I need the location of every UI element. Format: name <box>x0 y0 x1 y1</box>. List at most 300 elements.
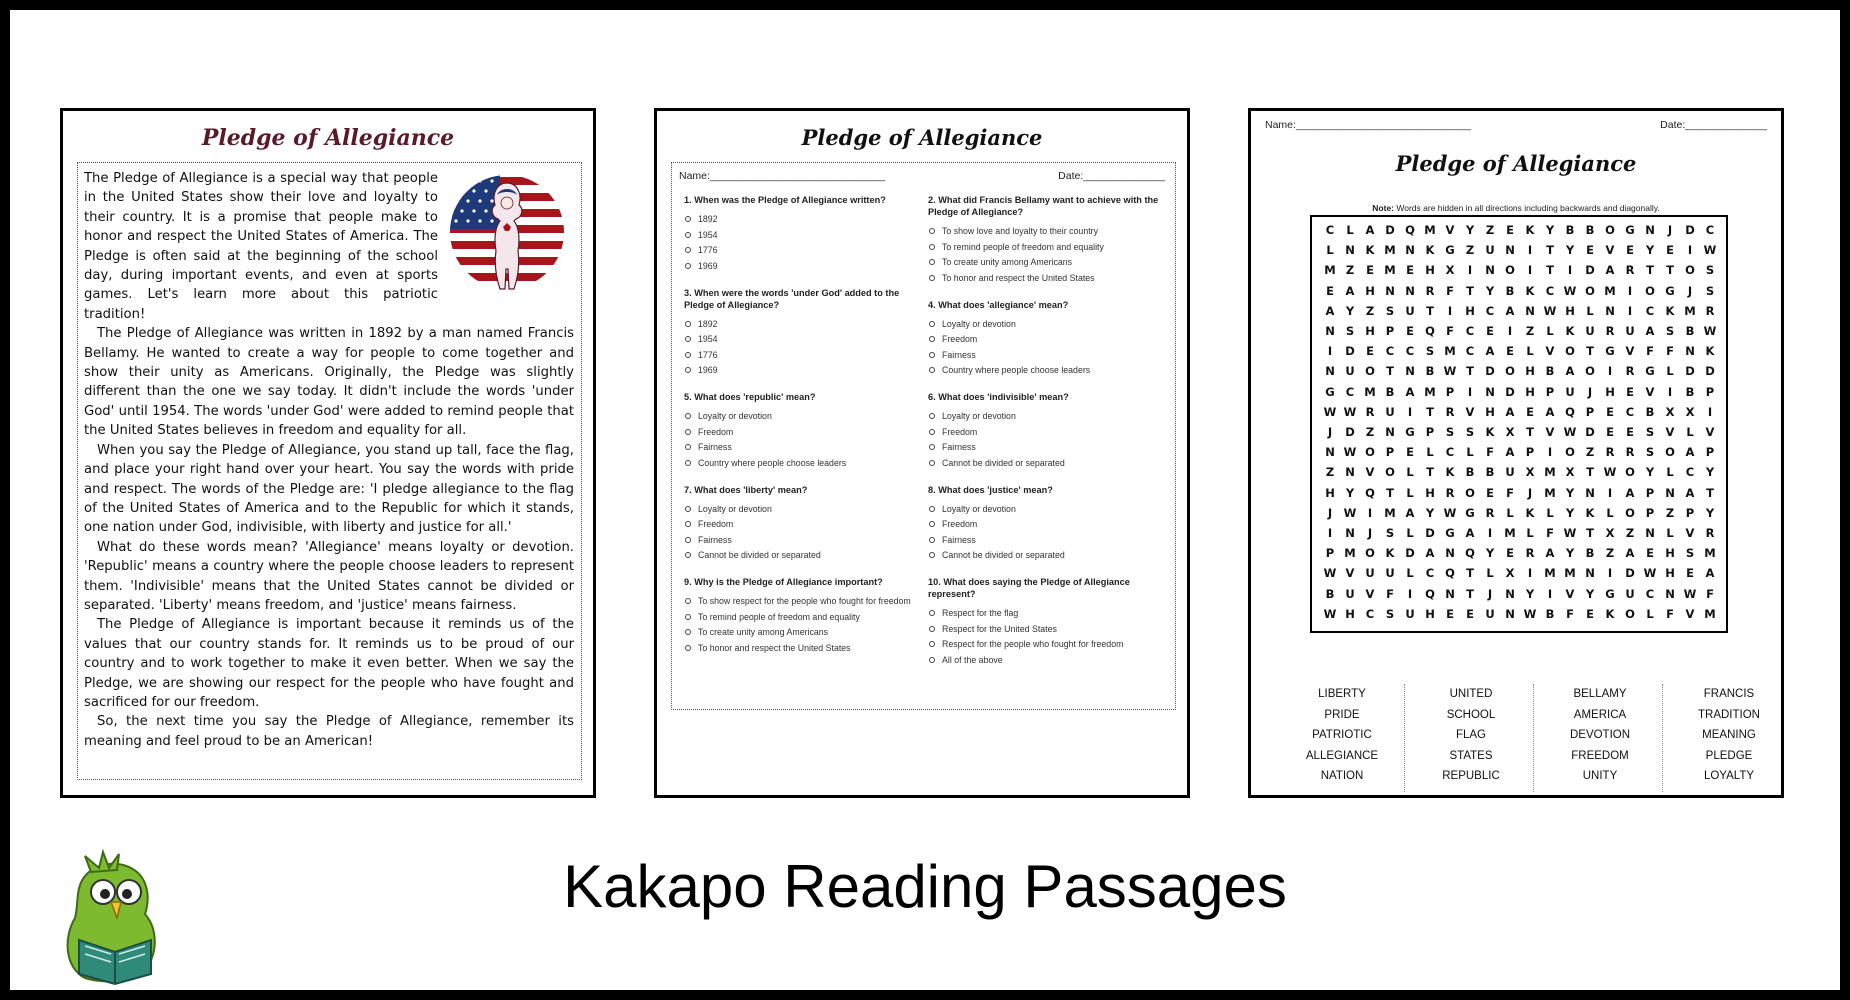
grid-letter[interactable]: B <box>1565 223 1575 237</box>
grid-letter[interactable]: T <box>1466 566 1474 581</box>
answer-option[interactable]: Fairness <box>928 534 1160 546</box>
grid-letter[interactable]: I <box>1707 404 1713 419</box>
grid-letter[interactable]: Y <box>1565 243 1575 258</box>
grid-letter[interactable]: L <box>1546 324 1554 338</box>
grid-letter[interactable]: V <box>1605 243 1615 258</box>
grid-letter[interactable]: A <box>1405 505 1415 520</box>
grid-letter[interactable]: M <box>1504 526 1516 540</box>
grid-letter[interactable]: Y <box>1525 586 1535 601</box>
grid-letter[interactable]: M <box>1424 384 1436 399</box>
grid-letter[interactable]: R <box>1625 445 1635 460</box>
grid-letter[interactable]: I <box>1607 364 1613 379</box>
grid-letter[interactable]: R <box>1605 324 1615 338</box>
grid-letter[interactable]: B <box>1385 384 1395 399</box>
answer-option[interactable]: To remind people of freedom and equality <box>684 611 916 623</box>
grid-letter[interactable]: C <box>1645 586 1655 601</box>
grid-letter[interactable]: N <box>1505 606 1515 621</box>
grid-letter[interactable]: P <box>1425 425 1435 439</box>
grid-letter[interactable]: O <box>1365 364 1375 379</box>
grid-letter[interactable]: I <box>1467 384 1473 399</box>
grid-letter[interactable]: X <box>1565 465 1575 480</box>
grid-letter[interactable]: S <box>1425 344 1435 359</box>
grid-letter[interactable]: K <box>1425 243 1435 258</box>
grid-letter[interactable]: V <box>1625 344 1635 359</box>
grid-letter[interactable]: Z <box>1605 546 1615 561</box>
grid-letter[interactable]: L <box>1346 223 1354 237</box>
grid-letter[interactable]: P <box>1325 546 1335 561</box>
grid-letter[interactable]: D <box>1505 384 1515 399</box>
grid-letter[interactable]: J <box>1367 526 1373 540</box>
grid-letter[interactable]: U <box>1485 243 1495 258</box>
grid-letter[interactable]: B <box>1485 465 1495 480</box>
grid-letter[interactable]: Q <box>1425 324 1435 338</box>
grid-letter[interactable]: K <box>1665 303 1675 318</box>
grid-letter[interactable]: O <box>1365 546 1375 561</box>
grid-letter[interactable]: E <box>1406 445 1414 460</box>
grid-letter[interactable]: V <box>1365 465 1375 480</box>
grid-letter[interactable]: B <box>1425 364 1435 379</box>
answer-option[interactable]: 1776 <box>684 349 916 361</box>
grid-letter[interactable]: D <box>1685 364 1695 379</box>
grid-letter[interactable]: O <box>1625 606 1635 621</box>
grid-letter[interactable]: A <box>1705 566 1715 581</box>
grid-letter[interactable]: D <box>1585 425 1595 439</box>
grid-letter[interactable]: L <box>1666 465 1674 480</box>
grid-letter[interactable]: E <box>1486 324 1494 338</box>
grid-letter[interactable]: I <box>1407 404 1413 419</box>
grid-letter[interactable]: U <box>1385 566 1395 581</box>
answer-option[interactable]: All of the above <box>928 654 1160 666</box>
grid-letter[interactable]: H <box>1365 283 1375 298</box>
grid-letter[interactable]: D <box>1585 263 1595 278</box>
grid-letter[interactable]: N <box>1485 384 1495 399</box>
grid-letter[interactable]: N <box>1345 526 1355 540</box>
grid-letter[interactable]: E <box>1686 566 1694 581</box>
answer-option[interactable]: Fairness <box>684 534 916 546</box>
grid-letter[interactable]: E <box>1606 404 1614 419</box>
grid-letter[interactable]: H <box>1665 546 1675 561</box>
grid-letter[interactable]: I <box>1627 283 1633 298</box>
grid-letter[interactable]: L <box>1666 364 1674 379</box>
grid-letter[interactable]: D <box>1385 223 1395 237</box>
grid-letter[interactable]: Y <box>1545 223 1555 237</box>
grid-letter[interactable]: L <box>1526 344 1534 359</box>
grid-letter[interactable]: I <box>1567 263 1573 278</box>
grid-letter[interactable]: Z <box>1485 223 1495 237</box>
grid-letter[interactable]: G <box>1445 243 1455 258</box>
grid-letter[interactable]: A <box>1325 303 1335 318</box>
grid-letter[interactable]: V <box>1565 586 1575 601</box>
grid-letter[interactable]: K <box>1565 324 1575 338</box>
answer-option[interactable]: Freedom <box>928 333 1160 345</box>
grid-letter[interactable]: A <box>1685 485 1695 500</box>
grid-letter[interactable]: H <box>1325 485 1335 500</box>
grid-letter[interactable]: F <box>1486 445 1494 460</box>
grid-letter[interactable]: U <box>1485 606 1495 621</box>
grid-letter[interactable]: Z <box>1365 303 1375 318</box>
grid-letter[interactable]: T <box>1646 263 1654 278</box>
grid-letter[interactable]: T <box>1426 303 1434 318</box>
grid-letter[interactable]: N <box>1585 566 1595 581</box>
answer-option[interactable]: Cannot be divided or separated <box>928 457 1160 469</box>
grid-letter[interactable]: S <box>1705 283 1715 298</box>
answer-option[interactable]: To honor and respect the United States <box>928 272 1160 284</box>
grid-letter[interactable]: I <box>1527 243 1533 258</box>
answer-option[interactable]: 1969 <box>684 260 916 272</box>
grid-letter[interactable]: I <box>1367 505 1373 520</box>
grid-letter[interactable]: M <box>1324 263 1336 278</box>
grid-letter[interactable]: I <box>1667 384 1673 399</box>
grid-letter[interactable]: E <box>1446 606 1454 621</box>
answer-option[interactable]: Freedom <box>928 426 1160 438</box>
grid-letter[interactable]: C <box>1485 303 1495 318</box>
grid-letter[interactable]: I <box>1547 445 1553 460</box>
grid-letter[interactable]: Y <box>1345 303 1355 318</box>
grid-letter[interactable]: T <box>1706 485 1714 500</box>
grid-letter[interactable]: R <box>1705 303 1715 318</box>
grid-letter[interactable]: H <box>1365 324 1375 338</box>
grid-letter[interactable]: I <box>1327 526 1333 540</box>
grid-letter[interactable]: Q <box>1565 404 1575 419</box>
answer-option[interactable]: Freedom <box>928 518 1160 530</box>
grid-letter[interactable]: U <box>1385 404 1395 419</box>
grid-letter[interactable]: Y <box>1585 586 1595 601</box>
grid-letter[interactable]: M <box>1604 283 1616 298</box>
grid-letter[interactable]: L <box>1666 526 1674 540</box>
grid-letter[interactable]: F <box>1506 485 1514 500</box>
grid-letter[interactable]: F <box>1446 324 1454 338</box>
grid-letter[interactable]: I <box>1507 324 1513 338</box>
answer-option[interactable]: 1954 <box>684 229 916 241</box>
grid-letter[interactable]: C <box>1645 303 1655 318</box>
grid-letter[interactable]: N <box>1645 223 1655 237</box>
grid-letter[interactable]: W <box>1543 303 1557 318</box>
grid-letter[interactable]: X <box>1445 263 1455 278</box>
grid-letter[interactable]: C <box>1425 566 1435 581</box>
grid-letter[interactable]: W <box>1343 404 1357 419</box>
grid-letter[interactable]: A <box>1545 404 1555 419</box>
grid-letter[interactable]: P <box>1705 384 1715 399</box>
grid-letter[interactable]: L <box>1466 445 1474 460</box>
grid-letter[interactable]: Z <box>1665 505 1675 520</box>
grid-letter[interactable]: L <box>1486 566 1494 581</box>
answer-option[interactable]: Fairness <box>928 441 1160 453</box>
grid-letter[interactable]: T <box>1546 263 1554 278</box>
grid-letter[interactable]: Q <box>1465 546 1475 561</box>
grid-letter[interactable]: N <box>1585 485 1595 500</box>
grid-letter[interactable]: X <box>1665 404 1675 419</box>
grid-letter[interactable]: A <box>1505 303 1515 318</box>
grid-letter[interactable]: T <box>1466 364 1474 379</box>
grid-letter[interactable]: S <box>1385 606 1395 621</box>
answer-option[interactable]: Loyalty or devotion <box>928 503 1160 515</box>
grid-letter[interactable]: N <box>1345 243 1355 258</box>
grid-letter[interactable]: D <box>1685 223 1695 237</box>
grid-letter[interactable]: M <box>1384 263 1396 278</box>
grid-letter[interactable]: I <box>1607 566 1613 581</box>
grid-letter[interactable]: K <box>1385 546 1395 561</box>
grid-letter[interactable]: C <box>1545 283 1555 298</box>
answer-option[interactable]: Respect for the United States <box>928 623 1160 635</box>
answer-option[interactable]: Fairness <box>684 441 916 453</box>
grid-letter[interactable]: J <box>1687 283 1693 298</box>
grid-letter[interactable]: N <box>1405 243 1415 258</box>
grid-letter[interactable]: M <box>1424 223 1436 237</box>
grid-letter[interactable]: L <box>1686 425 1694 439</box>
grid-letter[interactable]: H <box>1425 606 1435 621</box>
grid-letter[interactable]: Y <box>1705 505 1715 520</box>
grid-letter[interactable]: Q <box>1445 566 1455 581</box>
grid-letter[interactable]: W <box>1323 606 1337 621</box>
grid-letter[interactable]: O <box>1565 445 1575 460</box>
grid-letter[interactable]: M <box>1544 566 1556 581</box>
grid-letter[interactable]: V <box>1645 384 1655 399</box>
answer-option[interactable]: To remind people of freedom and equality <box>928 241 1160 253</box>
answer-option[interactable]: To create unity among Americans <box>928 256 1160 268</box>
grid-letter[interactable]: E <box>1366 263 1374 278</box>
answer-option[interactable]: Loyalty or devotion <box>684 503 916 515</box>
grid-letter[interactable]: L <box>1546 505 1554 520</box>
grid-letter[interactable]: I <box>1467 263 1473 278</box>
grid-letter[interactable]: K <box>1485 425 1495 439</box>
grid-letter[interactable]: N <box>1385 425 1395 439</box>
grid-letter[interactable]: S <box>1345 324 1355 338</box>
grid-letter[interactable]: O <box>1605 223 1615 237</box>
grid-letter[interactable]: T <box>1546 243 1554 258</box>
grid-letter[interactable]: W <box>1443 364 1457 379</box>
grid-letter[interactable]: N <box>1525 303 1535 318</box>
grid-letter[interactable]: C <box>1385 344 1395 359</box>
grid-letter[interactable]: Z <box>1325 465 1335 480</box>
grid-letter[interactable]: P <box>1385 324 1395 338</box>
grid-letter[interactable]: S <box>1445 425 1455 439</box>
grid-letter[interactable]: P <box>1705 445 1715 460</box>
grid-letter[interactable]: V <box>1705 425 1715 439</box>
grid-letter[interactable]: F <box>1446 283 1454 298</box>
grid-letter[interactable]: O <box>1585 364 1595 379</box>
grid-letter[interactable]: M <box>1564 566 1576 581</box>
grid-letter[interactable]: J <box>1587 384 1593 399</box>
grid-letter[interactable]: C <box>1685 465 1695 480</box>
grid-letter[interactable]: L <box>1426 445 1434 460</box>
grid-letter[interactable]: S <box>1645 425 1655 439</box>
grid-letter[interactable]: A <box>1545 546 1555 561</box>
grid-letter[interactable]: N <box>1345 465 1355 480</box>
grid-letter[interactable]: M <box>1444 344 1456 359</box>
grid-letter[interactable]: C <box>1445 445 1455 460</box>
grid-letter[interactable]: A <box>1565 364 1575 379</box>
grid-letter[interactable]: N <box>1485 263 1495 278</box>
grid-letter[interactable]: R <box>1525 546 1535 561</box>
grid-letter[interactable]: D <box>1405 546 1415 561</box>
grid-letter[interactable]: J <box>1487 586 1493 601</box>
grid-letter[interactable]: E <box>1586 243 1594 258</box>
grid-letter[interactable]: W <box>1343 505 1357 520</box>
grid-letter[interactable]: W <box>1323 566 1337 581</box>
grid-letter[interactable]: U <box>1405 606 1415 621</box>
grid-letter[interactable]: O <box>1625 505 1635 520</box>
grid-letter[interactable]: R <box>1625 364 1635 379</box>
answer-option[interactable]: Freedom <box>684 518 916 530</box>
grid-letter[interactable]: N <box>1325 364 1335 379</box>
grid-letter[interactable]: Z <box>1625 526 1635 540</box>
grid-letter[interactable]: K <box>1585 505 1595 520</box>
grid-letter[interactable]: B <box>1545 606 1555 621</box>
grid-letter[interactable]: S <box>1385 526 1395 540</box>
grid-letter[interactable]: S <box>1665 324 1675 338</box>
grid-letter[interactable]: Z <box>1365 425 1375 439</box>
grid-letter[interactable]: O <box>1625 465 1635 480</box>
grid-letter[interactable]: W <box>1703 243 1717 258</box>
answer-option[interactable]: Cannot be divided or separated <box>928 549 1160 561</box>
grid-letter[interactable]: Y <box>1465 223 1475 237</box>
grid-letter[interactable]: Y <box>1425 505 1435 520</box>
grid-letter[interactable]: P <box>1385 445 1395 460</box>
grid-letter[interactable]: B <box>1645 404 1655 419</box>
grid-letter[interactable]: D <box>1345 425 1355 439</box>
grid-letter[interactable]: N <box>1445 586 1455 601</box>
grid-letter[interactable]: T <box>1386 364 1394 379</box>
grid-letter[interactable]: B <box>1685 324 1695 338</box>
grid-letter[interactable]: I <box>1487 526 1493 540</box>
grid-letter[interactable]: G <box>1465 505 1475 520</box>
grid-letter[interactable]: I <box>1547 586 1553 601</box>
grid-letter[interactable]: W <box>1683 586 1697 601</box>
grid-letter[interactable]: P <box>1585 404 1595 419</box>
answer-option[interactable]: 1892 <box>684 213 916 225</box>
grid-letter[interactable]: H <box>1425 263 1435 278</box>
grid-letter[interactable]: A <box>1625 485 1635 500</box>
grid-letter[interactable]: C <box>1465 344 1475 359</box>
grid-letter[interactable]: Q <box>1365 485 1375 500</box>
grid-letter[interactable]: B <box>1325 586 1335 601</box>
grid-letter[interactable]: T <box>1426 404 1434 419</box>
grid-letter[interactable]: I <box>1687 243 1693 258</box>
grid-letter[interactable]: L <box>1326 243 1334 258</box>
grid-letter[interactable]: Z <box>1345 263 1355 278</box>
grid-letter[interactable]: N <box>1405 283 1415 298</box>
grid-letter[interactable]: V <box>1445 223 1455 237</box>
grid-letter[interactable]: B <box>1685 384 1695 399</box>
grid-letter[interactable]: W <box>1603 465 1617 480</box>
grid-letter[interactable]: C <box>1325 223 1335 237</box>
grid-letter[interactable]: N <box>1665 586 1675 601</box>
grid-letter[interactable]: G <box>1445 526 1455 540</box>
grid-letter[interactable]: H <box>1665 566 1675 581</box>
grid-letter[interactable]: G <box>1645 364 1655 379</box>
answer-option[interactable]: To create unity among Americans <box>684 626 916 638</box>
grid-letter[interactable]: E <box>1666 243 1674 258</box>
grid-letter[interactable]: A <box>1645 324 1655 338</box>
grid-letter[interactable]: V <box>1345 566 1355 581</box>
grid-letter[interactable]: U <box>1345 586 1355 601</box>
answer-option[interactable]: 1969 <box>684 364 916 376</box>
grid-letter[interactable]: N <box>1325 324 1335 338</box>
answer-option[interactable]: Loyalty or devotion <box>684 410 916 422</box>
grid-letter[interactable]: S <box>1645 445 1655 460</box>
grid-letter[interactable]: R <box>1425 283 1435 298</box>
grid-letter[interactable]: I <box>1627 303 1633 318</box>
grid-letter[interactable]: A <box>1365 223 1375 237</box>
grid-letter[interactable]: M <box>1344 546 1356 561</box>
grid-letter[interactable]: G <box>1605 344 1615 359</box>
grid-letter[interactable]: A <box>1485 344 1495 359</box>
grid-letter[interactable]: V <box>1365 586 1375 601</box>
grid-letter[interactable]: U <box>1625 586 1635 601</box>
grid-letter[interactable]: H <box>1345 606 1355 621</box>
grid-letter[interactable]: N <box>1325 445 1335 460</box>
grid-letter[interactable]: O <box>1465 485 1475 500</box>
grid-letter[interactable]: M <box>1544 465 1556 480</box>
grid-letter[interactable]: I <box>1407 586 1413 601</box>
grid-letter[interactable]: Z <box>1525 324 1535 338</box>
grid-letter[interactable]: Y <box>1565 505 1575 520</box>
grid-letter[interactable]: F <box>1566 606 1574 621</box>
grid-letter[interactable]: T <box>1586 465 1594 480</box>
grid-letter[interactable]: G <box>1325 384 1335 399</box>
grid-letter[interactable]: F <box>1546 526 1554 540</box>
grid-letter[interactable]: T <box>1426 465 1434 480</box>
grid-letter[interactable]: D <box>1625 566 1635 581</box>
grid-letter[interactable]: L <box>1406 526 1414 540</box>
answer-option[interactable]: Fairness <box>928 349 1160 361</box>
grid-letter[interactable]: E <box>1586 606 1594 621</box>
grid-letter[interactable]: A <box>1345 283 1355 298</box>
answer-option[interactable]: To show respect for the people who fought for freedom <box>684 595 916 607</box>
grid-letter[interactable]: H <box>1425 485 1435 500</box>
grid-letter[interactable]: D <box>1345 344 1355 359</box>
grid-letter[interactable]: Y <box>1565 546 1575 561</box>
answer-option[interactable]: Cannot be divided or separated <box>684 549 916 561</box>
answer-option[interactable]: Loyalty or devotion <box>928 318 1160 330</box>
answer-option[interactable]: Freedom <box>684 426 916 438</box>
answer-option[interactable]: Loyalty or devotion <box>928 410 1160 422</box>
grid-letter[interactable]: A <box>1685 445 1695 460</box>
answer-option[interactable]: To honor and respect the United States <box>684 642 916 654</box>
grid-letter[interactable]: Y <box>1485 546 1495 561</box>
grid-letter[interactable]: I <box>1607 485 1613 500</box>
grid-letter[interactable]: O <box>1385 465 1395 480</box>
grid-letter[interactable]: R <box>1365 404 1375 419</box>
grid-letter[interactable]: L <box>1526 526 1534 540</box>
grid-letter[interactable]: W <box>1523 606 1537 621</box>
grid-letter[interactable]: D <box>1425 526 1435 540</box>
grid-letter[interactable]: M <box>1684 303 1696 318</box>
grid-letter[interactable]: L <box>1646 606 1654 621</box>
grid-letter[interactable]: R <box>1485 505 1495 520</box>
grid-letter[interactable]: R <box>1705 526 1715 540</box>
grid-letter[interactable]: A <box>1605 263 1615 278</box>
grid-letter[interactable]: A <box>1465 526 1475 540</box>
grid-letter[interactable]: W <box>1643 566 1657 581</box>
grid-letter[interactable]: I <box>1327 344 1333 359</box>
grid-letter[interactable]: I <box>1527 263 1533 278</box>
grid-letter[interactable]: C <box>1625 404 1635 419</box>
grid-letter[interactable]: U <box>1365 566 1375 581</box>
grid-letter[interactable]: I <box>1447 303 1453 318</box>
grid-letter[interactable]: C <box>1345 384 1355 399</box>
answer-option[interactable]: 1892 <box>684 318 916 330</box>
grid-letter[interactable]: P <box>1645 505 1655 520</box>
grid-letter[interactable]: G <box>1665 283 1675 298</box>
grid-letter[interactable]: U <box>1625 324 1635 338</box>
grid-letter[interactable]: C <box>1405 344 1415 359</box>
grid-letter[interactable]: X <box>1505 566 1515 581</box>
grid-letter[interactable]: O <box>1505 364 1515 379</box>
grid-letter[interactable]: C <box>1365 606 1375 621</box>
grid-letter[interactable]: M <box>1364 384 1376 399</box>
grid-letter[interactable]: P <box>1445 384 1455 399</box>
